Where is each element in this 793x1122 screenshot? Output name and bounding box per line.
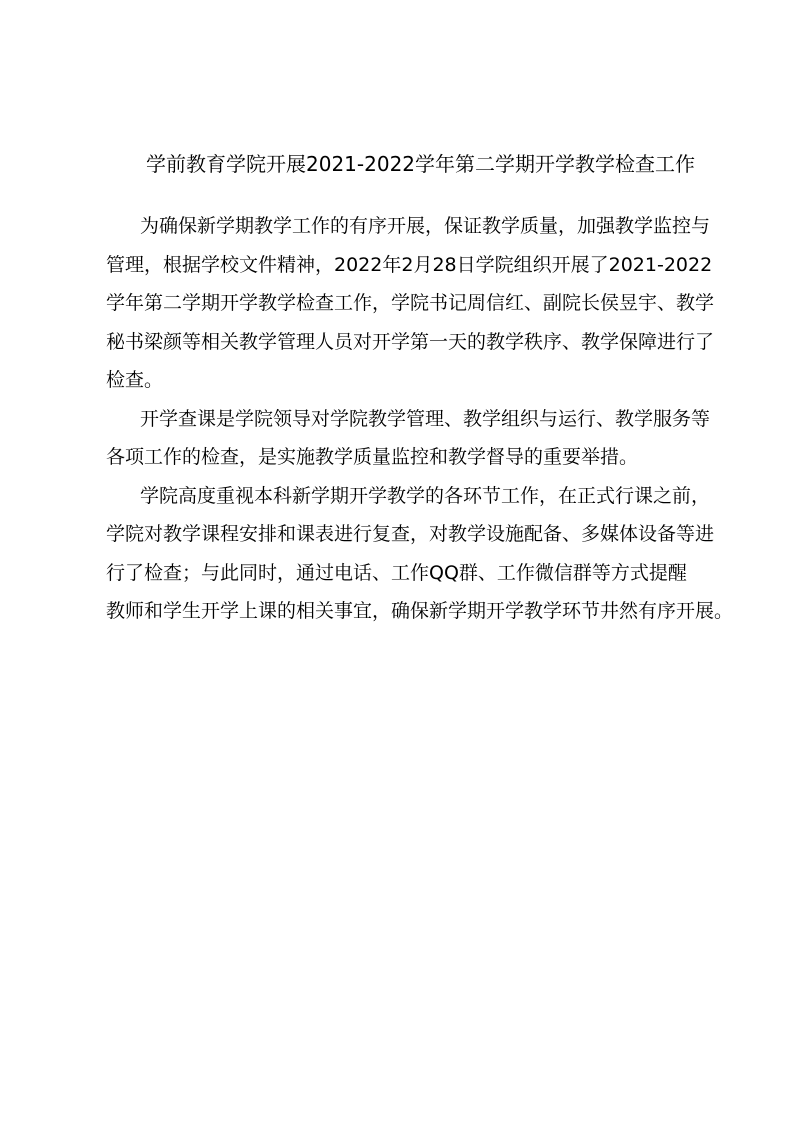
text-line: 为确保新学期教学工作的有序开展，保证教学质量，加强教学监控与	[140, 215, 711, 237]
text-line: 管理，根据学校文件精神，2022年2月28日学院组织开展了2021-2022	[106, 253, 713, 276]
text-line: 秘书梁颜等相关教学管理人员对开学第一天的教学秩序、教学保障进行了	[106, 330, 715, 353]
text-line: 学年第二学期开学教学检查工作，学院书记周信红、副院长侯昱宇、教学	[106, 292, 715, 314]
text-line: 行了检查；与此同时，通过电话、工作QQ群、工作微信群等方式提醒	[106, 561, 687, 584]
paragraph-1	[106, 212, 715, 405]
text-line: 学院对教学课程安排和课表进行复查，对教学设施配备、多媒体设备等进	[106, 523, 715, 545]
paragraph-2	[106, 405, 711, 482]
text-line: 学院高度重视本科新学期开学教学的各环节工作，在正式行课之前，	[140, 484, 711, 507]
text-line: 各项工作的检查，是实施教学质量监控和教学督导的重要举措。	[106, 446, 639, 468]
document-body	[106, 212, 734, 636]
text-line: 开学查课是学院领导对学院教学管理、教学组织与运行、教学服务等	[140, 407, 711, 430]
text-line: 教师和学生开学上课的相关事宜，确保新学期开学教学环节井然有序开展。	[106, 600, 734, 622]
document-title: 学前教育学院开展2021-2022学年第二学期开学教学检查工作	[146, 152, 696, 176]
paragraph-3	[106, 482, 734, 636]
text-line: 检查。	[106, 369, 164, 391]
